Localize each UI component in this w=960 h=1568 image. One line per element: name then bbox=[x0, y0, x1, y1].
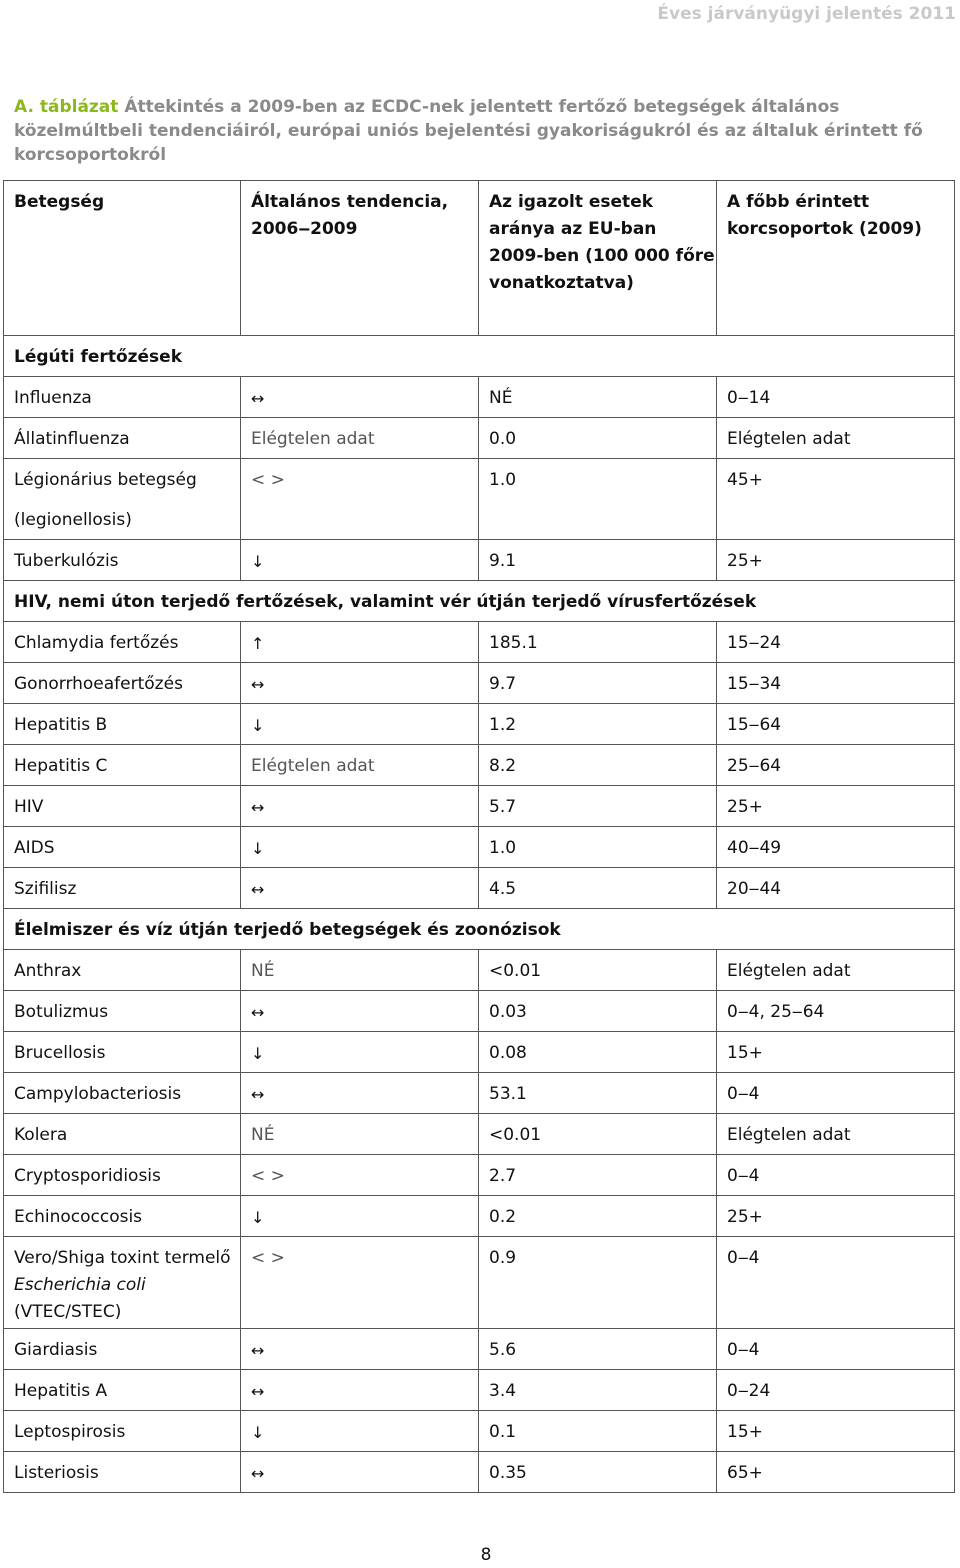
rate-cell: 5.6 bbox=[479, 1329, 717, 1370]
table-row bbox=[4, 418, 955, 459]
trend-cell bbox=[241, 663, 479, 704]
rate-cell: 9.1 bbox=[479, 540, 717, 581]
disease-name: Echinococcosis bbox=[14, 1207, 143, 1227]
disease-name-cell bbox=[4, 950, 241, 991]
trend-up-icon: ↑ bbox=[251, 634, 265, 653]
section-header-row bbox=[4, 336, 955, 377]
table-row bbox=[4, 1155, 955, 1196]
disease-name-cell bbox=[4, 1329, 241, 1370]
table-row bbox=[4, 1370, 955, 1411]
trend-stable-icon: ↔ bbox=[251, 389, 265, 408]
trend-down-icon: ↓ bbox=[251, 1044, 265, 1063]
trend-down-icon: ↓ bbox=[251, 552, 265, 571]
trend-cell bbox=[241, 868, 479, 909]
rate-cell: 8.2 bbox=[479, 745, 717, 786]
trend-stable-icon: ↔ bbox=[251, 880, 265, 899]
table-row bbox=[4, 622, 955, 663]
rate-cell: 185.1 bbox=[479, 622, 717, 663]
page-number: 8 bbox=[480, 1545, 492, 1565]
disease-name-cell bbox=[4, 1370, 241, 1411]
age-group-cell: 15+ bbox=[717, 1032, 955, 1073]
disease-name-cell bbox=[4, 1073, 241, 1114]
disease-name: Légionárius betegség bbox=[14, 470, 197, 490]
table-row bbox=[4, 868, 955, 909]
disease-name-cell bbox=[4, 1114, 241, 1155]
disease-name: Giardiasis bbox=[14, 1340, 98, 1360]
disease-name-cell bbox=[4, 786, 241, 827]
trend-cell bbox=[241, 1237, 479, 1329]
disease-name: Anthrax bbox=[14, 961, 82, 981]
trend-text: Elégtelen adat bbox=[251, 429, 375, 449]
trend-cell bbox=[241, 1370, 479, 1411]
disease-name: Campylobacteriosis bbox=[14, 1084, 182, 1104]
trend-cell bbox=[241, 1073, 479, 1114]
disease-name-italic: Escherichia coli bbox=[14, 1275, 146, 1295]
age-group-cell: 25‒64 bbox=[717, 745, 955, 786]
disease-name: Influenza bbox=[14, 388, 92, 408]
section-title: Légúti fertőzések bbox=[4, 336, 955, 377]
trend-cell bbox=[241, 704, 479, 745]
trend-cell bbox=[241, 622, 479, 663]
trend-down-icon: ↓ bbox=[251, 1208, 265, 1227]
trend-cell bbox=[241, 1452, 479, 1493]
disease-name-cell bbox=[4, 663, 241, 704]
rate-cell: 2.7 bbox=[479, 1155, 717, 1196]
trend-stable-icon: ↔ bbox=[251, 1085, 265, 1104]
disease-name-line3: (VTEC/STEC) bbox=[14, 1302, 122, 1322]
age-group-cell: 15‒34 bbox=[717, 663, 955, 704]
rate-cell: 0.35 bbox=[479, 1452, 717, 1493]
disease-name: Brucellosis bbox=[14, 1043, 106, 1063]
table-row bbox=[4, 1329, 955, 1370]
column-header-rate: Az igazolt esetek aránya az EU-ban 2009-ben (100 000 főre vonatkoztatva) bbox=[479, 181, 717, 336]
trend-cell bbox=[241, 418, 479, 459]
trend-stable-icon: ↔ bbox=[251, 1003, 265, 1022]
section-header-row bbox=[4, 909, 955, 950]
trend-down-icon: ↓ bbox=[251, 839, 265, 858]
table-row bbox=[4, 1073, 955, 1114]
running-header-title: Éves járványügyi jelentés 2011 bbox=[657, 4, 956, 24]
disease-name: Hepatitis A bbox=[14, 1381, 108, 1401]
age-group-cell: 0‒4 bbox=[717, 1073, 955, 1114]
disease-name: Vero/Shiga toxint termelő bbox=[14, 1248, 231, 1268]
table-row bbox=[4, 827, 955, 868]
trend-text: NÉ bbox=[251, 1125, 275, 1145]
disease-name-cell bbox=[4, 459, 241, 540]
trend-stable-icon: ↔ bbox=[251, 798, 265, 817]
age-group-cell: 15‒24 bbox=[717, 622, 955, 663]
rate-cell: 53.1 bbox=[479, 1073, 717, 1114]
rate-cell: 5.7 bbox=[479, 786, 717, 827]
trend-cell bbox=[241, 1411, 479, 1452]
age-group-cell: 40‒49 bbox=[717, 827, 955, 868]
table-row bbox=[4, 1411, 955, 1452]
trend-text: Elégtelen adat bbox=[251, 756, 375, 776]
disease-name: AIDS bbox=[14, 838, 55, 858]
disease-name-cell bbox=[4, 745, 241, 786]
trend-down-icon: ↓ bbox=[251, 1423, 265, 1442]
disease-name: Chlamydia fertőzés bbox=[14, 633, 179, 653]
rate-cell: 0.2 bbox=[479, 1196, 717, 1237]
age-group-cell: Elégtelen adat bbox=[717, 418, 955, 459]
rate-cell: 1.2 bbox=[479, 704, 717, 745]
trend-cell bbox=[241, 950, 479, 991]
rate-cell: <0.01 bbox=[479, 950, 717, 991]
trend-cell bbox=[241, 745, 479, 786]
section-title: HIV, nemi úton terjedő fertőzések, valamint vér útján terjedő vírusfertőzések bbox=[4, 581, 955, 622]
disease-name-cell bbox=[4, 827, 241, 868]
trend-text: < > bbox=[251, 1248, 285, 1268]
column-header-trend: Általános tendencia, 2006‒2009 bbox=[241, 181, 479, 336]
disease-name-line2: (legionellosis) bbox=[14, 510, 132, 530]
trend-cell bbox=[241, 827, 479, 868]
disease-name-cell bbox=[4, 540, 241, 581]
trend-cell bbox=[241, 540, 479, 581]
age-group-cell: 0‒4 bbox=[717, 1329, 955, 1370]
trend-text: < > bbox=[251, 1166, 285, 1186]
trend-cell bbox=[241, 459, 479, 540]
age-group-cell: 25+ bbox=[717, 1196, 955, 1237]
caption-lead: A. táblázat bbox=[14, 97, 119, 117]
column-header-age-groups: A főbb érintett korcsoportok (2009) bbox=[717, 181, 955, 336]
disease-name-cell bbox=[4, 1196, 241, 1237]
age-group-cell: 45+ bbox=[717, 459, 955, 540]
disease-name: Hepatitis C bbox=[14, 756, 108, 776]
disease-name-cell bbox=[4, 1032, 241, 1073]
trend-cell bbox=[241, 377, 479, 418]
table-row bbox=[4, 377, 955, 418]
table-row bbox=[4, 1032, 955, 1073]
age-group-cell: 65+ bbox=[717, 1452, 955, 1493]
rate-cell: 9.7 bbox=[479, 663, 717, 704]
disease-name: Tuberkulózis bbox=[14, 551, 119, 571]
age-group-cell: 20‒44 bbox=[717, 868, 955, 909]
table-header-row bbox=[4, 181, 955, 336]
trend-cell bbox=[241, 991, 479, 1032]
disease-name-cell bbox=[4, 1411, 241, 1452]
table-row bbox=[4, 1114, 955, 1155]
disease-name: Leptospirosis bbox=[14, 1422, 126, 1442]
trend-stable-icon: ↔ bbox=[251, 1464, 265, 1483]
disease-name: Szifilisz bbox=[14, 879, 77, 899]
table-row bbox=[4, 1196, 955, 1237]
caption-text: Áttekintés a 2009-ben az ECDC-nek jelentett fertőző betegségek általános közelmúltbeli tendenciáiról, európai uniós bejelentési gyakoriságukról és az általuk érintett fő korcsoportokról bbox=[14, 97, 923, 165]
age-group-cell: 25+ bbox=[717, 786, 955, 827]
rate-cell: 4.5 bbox=[479, 868, 717, 909]
table-row bbox=[4, 663, 955, 704]
table-row bbox=[4, 786, 955, 827]
disease-name-cell bbox=[4, 991, 241, 1032]
table-row bbox=[4, 704, 955, 745]
rate-cell: 0.9 bbox=[479, 1237, 717, 1329]
rate-cell: NÉ bbox=[479, 377, 717, 418]
trend-cell bbox=[241, 1114, 479, 1155]
section-title: Élelmiszer és víz útján terjedő betegségek és zoonózisok bbox=[4, 909, 955, 950]
rate-cell: 0.0 bbox=[479, 418, 717, 459]
disease-name: Hepatitis B bbox=[14, 715, 108, 735]
age-group-cell: 15‒64 bbox=[717, 704, 955, 745]
disease-name-cell bbox=[4, 1237, 241, 1329]
column-header-disease: Betegség bbox=[4, 181, 241, 336]
disease-name: Cryptosporidiosis bbox=[14, 1166, 161, 1186]
disease-name-cell bbox=[4, 1452, 241, 1493]
age-group-cell: Elégtelen adat bbox=[717, 1114, 955, 1155]
rate-cell: 1.0 bbox=[479, 827, 717, 868]
trend-text: NÉ bbox=[251, 961, 275, 981]
table-row bbox=[4, 459, 955, 540]
table-caption bbox=[14, 95, 944, 167]
trend-stable-icon: ↔ bbox=[251, 675, 265, 694]
rate-cell: 1.0 bbox=[479, 459, 717, 540]
disease-name-cell bbox=[4, 377, 241, 418]
rate-cell: 0.08 bbox=[479, 1032, 717, 1073]
trend-cell bbox=[241, 786, 479, 827]
table-row bbox=[4, 950, 955, 991]
rate-cell: 3.4 bbox=[479, 1370, 717, 1411]
disease-name: Kolera bbox=[14, 1125, 68, 1145]
section-header-row bbox=[4, 581, 955, 622]
table-row bbox=[4, 1452, 955, 1493]
disease-name: HIV bbox=[14, 797, 44, 817]
age-group-cell: Elégtelen adat bbox=[717, 950, 955, 991]
age-group-cell: 25+ bbox=[717, 540, 955, 581]
trend-stable-icon: ↔ bbox=[251, 1382, 265, 1401]
rate-cell: 0.03 bbox=[479, 991, 717, 1032]
trend-cell bbox=[241, 1329, 479, 1370]
age-group-cell: 0‒14 bbox=[717, 377, 955, 418]
table-row bbox=[4, 540, 955, 581]
age-group-cell: 0‒4 bbox=[717, 1155, 955, 1196]
disease-name-cell bbox=[4, 704, 241, 745]
trend-stable-icon: ↔ bbox=[251, 1341, 265, 1360]
table-row bbox=[4, 1237, 955, 1329]
disease-name-cell bbox=[4, 1155, 241, 1196]
age-group-cell: 0‒4 bbox=[717, 1237, 955, 1329]
rate-cell: 0.1 bbox=[479, 1411, 717, 1452]
trend-cell bbox=[241, 1196, 479, 1237]
age-group-cell: 0‒4, 25‒64 bbox=[717, 991, 955, 1032]
age-group-cell: 0‒24 bbox=[717, 1370, 955, 1411]
disease-name: Listeriosis bbox=[14, 1463, 99, 1483]
trend-text: < > bbox=[251, 470, 285, 490]
age-group-cell: 15+ bbox=[717, 1411, 955, 1452]
disease-name-cell bbox=[4, 622, 241, 663]
trend-cell bbox=[241, 1032, 479, 1073]
disease-name: Botulizmus bbox=[14, 1002, 109, 1022]
disease-name-cell bbox=[4, 418, 241, 459]
table-row bbox=[4, 745, 955, 786]
table-row bbox=[4, 991, 955, 1032]
disease-name: Gonorrhoeafertőzés bbox=[14, 674, 183, 694]
trend-cell bbox=[241, 1155, 479, 1196]
rate-cell: <0.01 bbox=[479, 1114, 717, 1155]
disease-name-cell bbox=[4, 868, 241, 909]
trend-down-icon: ↓ bbox=[251, 716, 265, 735]
disease-overview-table bbox=[3, 180, 955, 1493]
disease-name: Állatinfluenza bbox=[14, 429, 130, 449]
